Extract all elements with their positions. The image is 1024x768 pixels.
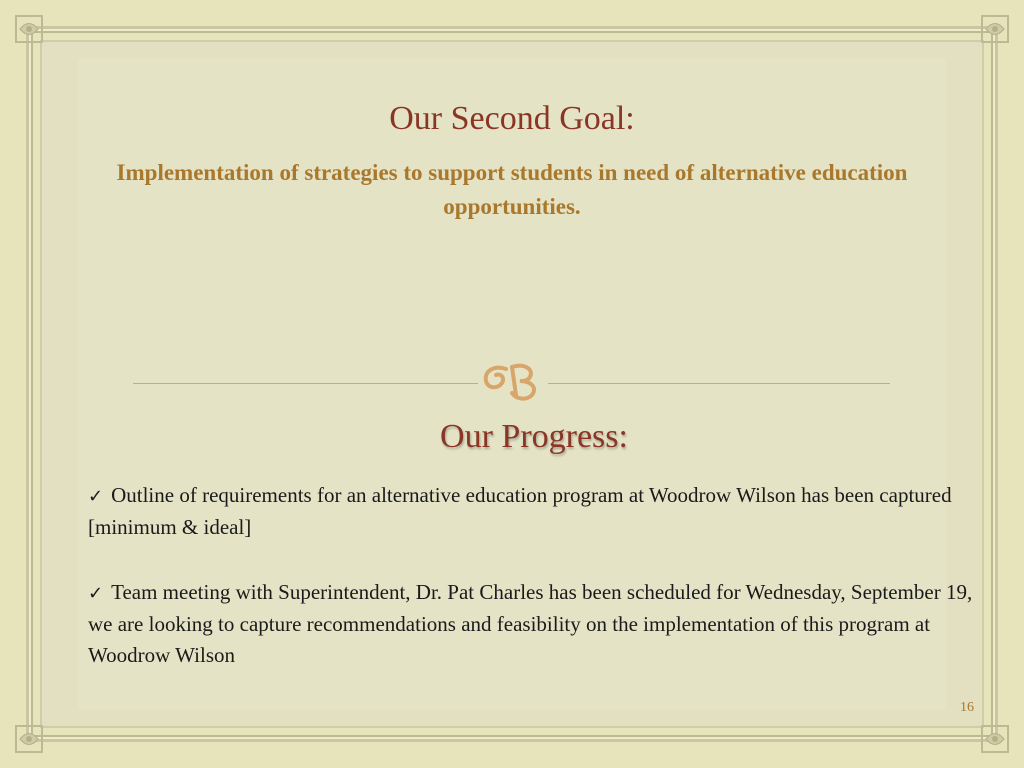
corner-ornament-icon <box>14 724 44 754</box>
flourish-icon <box>476 355 552 405</box>
progress-list <box>88 480 988 705</box>
list-item <box>88 480 988 543</box>
list-item-text: Team meeting with Superintendent, Dr. Pat Charles has been scheduled for Wednesday, September 19, we are looking to capture recommendations and feasibility on the implementation of this program at Woodrow Wilson <box>88 580 973 667</box>
list-item-text: Outline of requirements for an alternative education program at Woodrow Wilson has been captured [minimum & ideal] <box>88 483 952 539</box>
slide-title: Our Second Goal: <box>389 100 635 137</box>
checkmark-icon: ✓ <box>88 486 104 507</box>
checkmark-icon: ✓ <box>88 583 104 604</box>
corner-ornament-icon <box>980 14 1010 44</box>
list-item <box>88 577 988 671</box>
divider-line-left <box>133 383 478 384</box>
corner-ornament-icon <box>980 724 1010 754</box>
page-number: 16 <box>960 700 974 715</box>
divider-line-right <box>548 383 890 384</box>
slide-subtitle: Implementation of strategies to support students in need of alternative education opportunities. <box>116 160 908 219</box>
corner-ornament-icon <box>14 14 44 44</box>
section-heading: Our Progress: <box>440 418 628 455</box>
